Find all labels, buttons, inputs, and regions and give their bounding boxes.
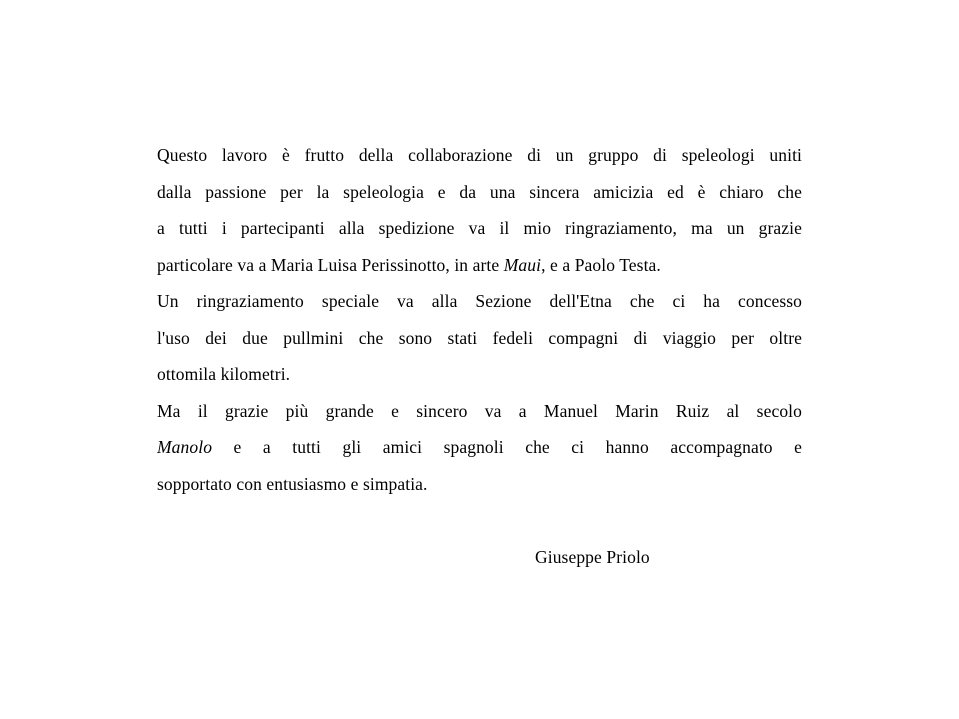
paragraph-1 [157,137,802,283]
text-segment: Un ringraziamento speciale va alla Sezione dell'Etna che ci ha concesso [157,291,802,311]
text-line [157,429,802,466]
text-line [157,174,802,211]
text-segment: Questo lavoro è frutto della collaborazione di un gruppo di speleologi uniti [157,145,802,165]
paragraph-3 [157,393,802,503]
text-segment: Ma il grazie più grande e sincero va a Manuel Marin Ruiz al secolo [157,400,802,421]
text-segment: a tutti i partecipanti alla spedizione va il mio ringraziamento, ma un grazie [157,218,802,238]
text-line [157,320,802,357]
text-line [157,247,802,284]
paragraphs-container [157,137,802,502]
text-line [157,466,802,503]
text-segment: e a tutti gli amici spagnoli che ci hanno accompagnato e [212,437,802,457]
text-line [157,283,802,320]
signature: Giuseppe Priolo [535,546,650,567]
text-segment: sopportato con entusiasmo e simpatia. [157,473,428,494]
text-segment: l'uso dei due pullmini che sono stati fedeli compagni di viaggio per oltre [157,327,802,348]
italic-text-segment: Manolo [157,437,213,457]
text-line [157,210,802,247]
text-line [157,137,802,174]
text-line [157,393,802,430]
acknowledgments-text-block [157,137,802,575]
text-line [157,356,802,393]
paragraph-2 [157,283,802,393]
text-segment: dalla passione per la speleologia e da una sincera amicizia ed è chiaro che [157,181,802,202]
text-segment: , e a Paolo Testa. [541,254,661,275]
text-segment: ottomila kilometri. [157,364,291,384]
italic-text-segment: Maui [503,254,542,275]
text-segment: particolare va a Maria Luisa Perissinotto, in arte [157,254,504,275]
